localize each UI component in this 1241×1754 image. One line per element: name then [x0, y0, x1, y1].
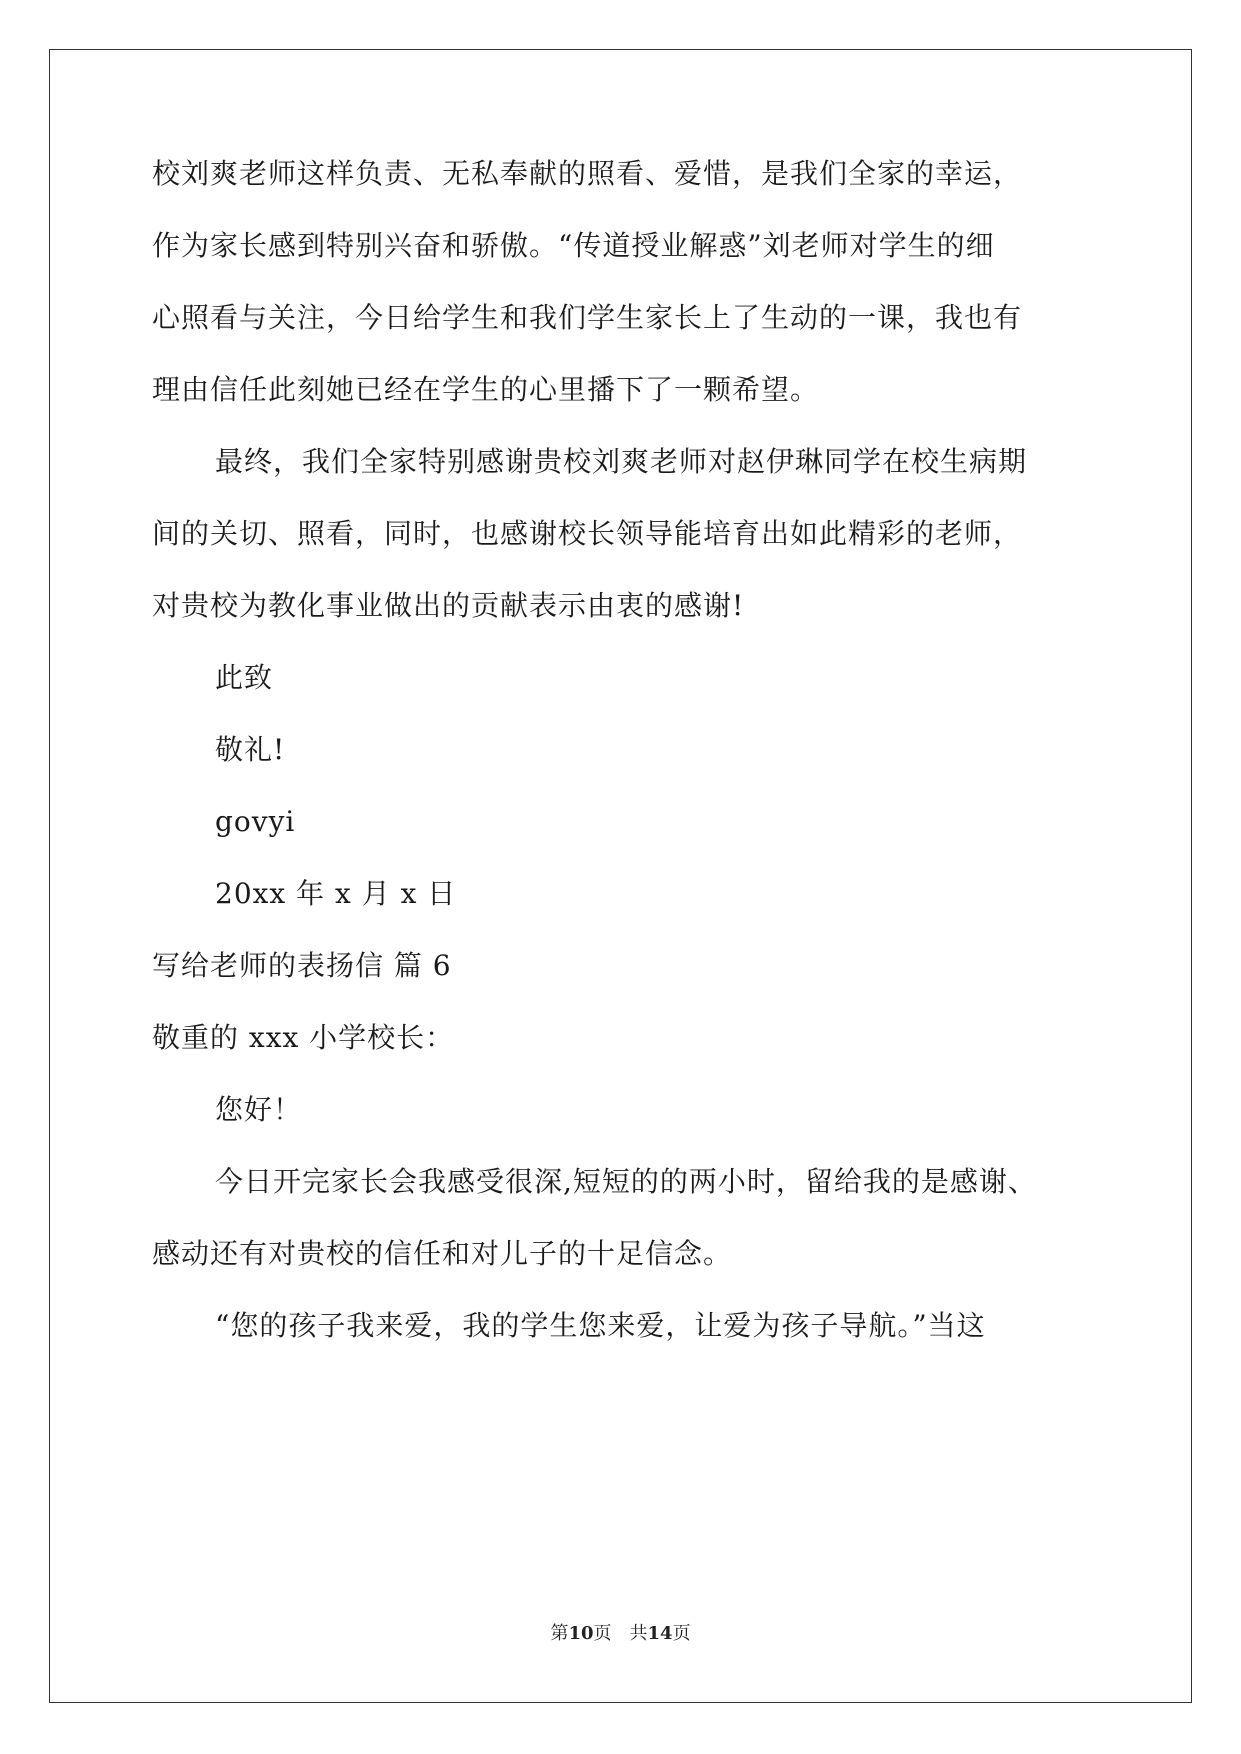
footer-prefix: 第 [550, 1623, 569, 1644]
body-line: 校刘爽老师这样负责、无私奉献的照看、爱惜，是我们全家的幸运， [152, 157, 1023, 190]
body-line: 对贵校为教化事业做出的贡献表示由衷的感谢! [152, 589, 745, 622]
body-line: 心照看与关注，今日给学生和我们学生家长上了生动的一课，我也有 [152, 301, 1023, 334]
body-line: 理由信任此刻她已经在学生的心里播下了一颗希望。 [152, 373, 820, 406]
section-heading: 写给老师的表扬信 篇 6 [152, 949, 452, 982]
current-page-number: 10 [568, 1623, 594, 1644]
footer-total-suffix: 页 [672, 1623, 691, 1644]
letter-greeting: 敬重的 xxx 小学校长： [152, 1021, 455, 1054]
body-line: 作为家长感到特别兴奋和骄傲。“传道授业解惑”刘老师对学生的细 [152, 229, 995, 262]
date-line: 20xx 年 x 月 x 日 [215, 877, 457, 910]
closing-regards: 敬礼! [215, 733, 286, 766]
signature: govyi [215, 805, 296, 838]
hello-line: 您好！ [215, 1093, 303, 1126]
paragraph-start-line: 最终，我们全家特别感谢贵校刘爽老师对赵伊琳同学在校生病期 [215, 445, 1028, 478]
total-page-count: 14 [647, 1623, 673, 1644]
page-footer [0, 1622, 1241, 1646]
body-line: 感动还有对贵校的信任和对儿子的十足信念。 [152, 1237, 733, 1270]
paragraph-start-line: “您的孩子我来爱，我的学生您来爱，让爱为孩子导航。”当这 [215, 1309, 986, 1342]
paragraph-start-line: 今日开完家长会我感受很深,短短的的两小时，留给我的是感谢、 [215, 1165, 1037, 1198]
body-line: 间的关切、照看，同时，也感谢校长领导能培育出如此精彩的老师， [152, 517, 1023, 550]
footer-total-prefix: 共 [629, 1623, 648, 1644]
closing-salutation: 此致 [215, 661, 274, 694]
footer-page-word: 页 [593, 1623, 612, 1644]
